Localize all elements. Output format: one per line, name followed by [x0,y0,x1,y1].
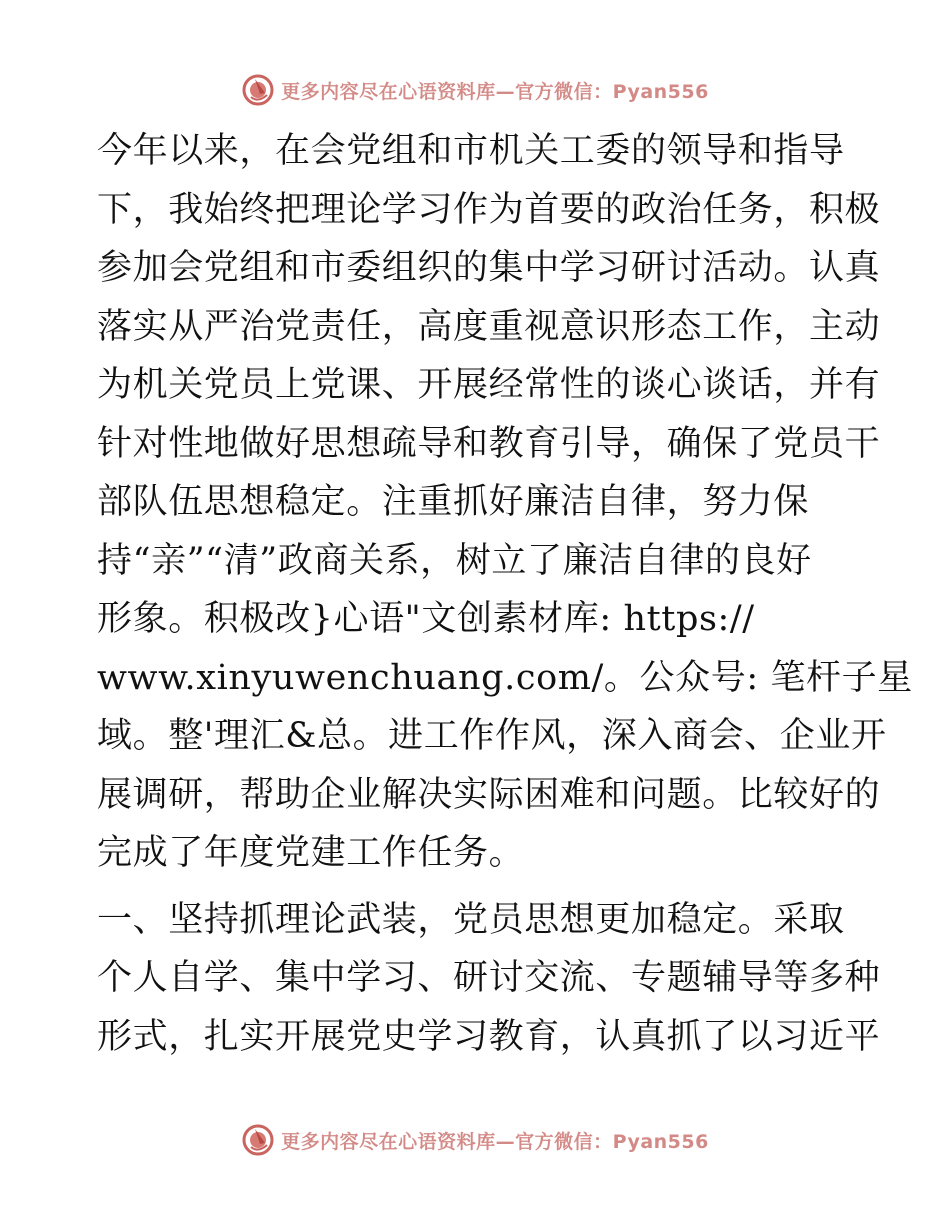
text-line: 为机关党员上党课、开展经常性的谈心谈话，并有 [97,365,881,405]
text-line: 针对性地做好思想疏导和教育引导，确保了党员干 [97,423,881,464]
footer-banner-text: 更多内容尽在心语资料库—官方微信：Pyan556 [281,1130,709,1153]
paragraph-spacer [97,883,857,891]
text-line: 落实从严治党责任，高度重视意识形态工作，主动 [97,306,881,347]
text-line: www.xinyuwenchuang.com/。公众号: 笔杆子星 [97,657,913,698]
text-line: 形象。积极改}心语"文创素材库: https:// [97,599,755,639]
text-line: 完成了年度党建工作任务。 [97,833,525,873]
text-line: 下，我始终把理论学习作为首要的政治任务，积极 [97,189,881,230]
header-banner [0,70,950,110]
document-body [97,122,913,1066]
text-line: 展调研，帮助企业解决实际困难和问题。比较好的 [97,774,881,815]
header-banner-text: 更多内容尽在心语资料库—官方微信：Pyan556 [281,80,709,103]
xinyu-logo-icon [241,73,275,107]
xinyu-logo-icon [241,1123,275,1157]
footer-banner [0,1120,950,1160]
text-line: 部队伍思想稳定。注重抓好廉洁自律，努力保 [97,482,810,522]
text-line: 形式，扎实开展党史学习教育，认真抓了以习近平 [97,1016,881,1057]
text-line: 持“亲”“清”政商关系，树立了廉洁自律的良好 [97,540,812,581]
text-line: 域。整'理汇&总。进工作作风，深入商会、企业开 [97,716,887,756]
text-line: 参加会党组和市委组织的集中学习研讨活动。认真 [97,248,881,288]
text-line: 今年以来，在会党组和市机关工委的领导和指导 [97,131,845,171]
text-line: 个人自学、集中学习、研讨交流、专题辅导等多种 [97,958,881,998]
text-line: 一、坚持抓理论武装，党员思想更加稳定。采取 [97,899,845,940]
